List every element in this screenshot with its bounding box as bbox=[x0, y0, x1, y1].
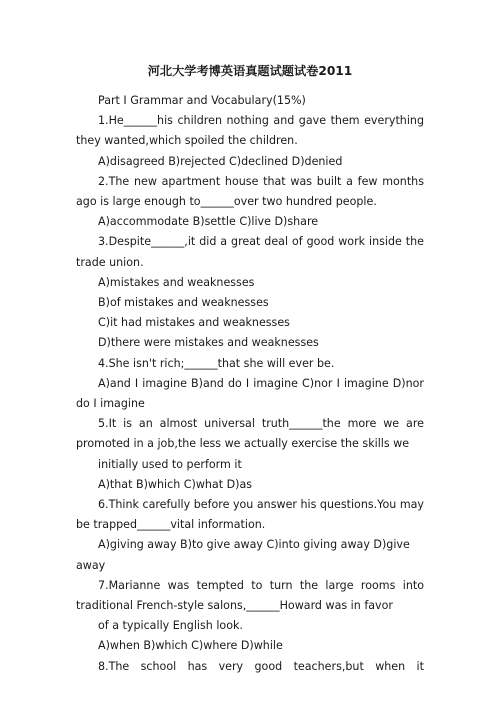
question-3-option-d: D)there were mistakes and weaknesses bbox=[98, 336, 319, 350]
question-3-option-b: B)of mistakes and weaknesses bbox=[98, 296, 269, 310]
question-7: 7.Marianne was tempted to turn the large rooms into traditional French-style salons,______Howard was in favor bbox=[76, 578, 424, 613]
section-heading: Part I Grammar and Vocabulary(15%) bbox=[98, 94, 306, 107]
question-4-options: A)and I imagine B)and do I imagine C)nor I imagine D)nor do I imagine bbox=[76, 376, 424, 411]
question-7-options: A)when B)which C)where D)while bbox=[98, 639, 283, 653]
document-title: 河北大学考博英语真题试题试卷2011 bbox=[147, 64, 353, 78]
question-3-option-c: C)it had mistakes and weaknesses bbox=[98, 316, 290, 330]
question-3-option-a: A)mistakes and weaknesses bbox=[98, 275, 255, 289]
question-6-options: A)giving away B)to give away C)into giving away D)give away bbox=[76, 538, 410, 572]
question-5: 5.It is an almost universal truth______the more we are promoted in a job,the less we actually exercise the skills we bbox=[76, 417, 424, 451]
question-1-options: A)disagreed B)rejected C)declined D)denied bbox=[98, 154, 343, 168]
question-1: 1.He______his children nothing and gave them everything they wanted,which spoiled the children. bbox=[76, 114, 424, 148]
question-2: 2.The new apartment house that was built a few months ago is large enough to______over two hundred people. bbox=[76, 174, 424, 209]
question-5-options: A)that B)which C)what D)as bbox=[98, 477, 253, 491]
question-3: 3.Despite______,it did a great deal of good work inside the trade union. bbox=[76, 235, 424, 269]
question-6: 6.Think carefully before you answer his questions.You may be trapped______vital information. bbox=[76, 498, 424, 532]
question-5-continuation: initially used to perform it bbox=[98, 457, 242, 471]
question-2-options: A)accommodate B)settle C)live D)share bbox=[98, 215, 319, 229]
question-8: 8.The school has very good teachers,but when it bbox=[98, 659, 424, 673]
question-4: 4.She isn't rich;______that she will ever be. bbox=[98, 356, 335, 370]
question-7-continuation: of a typically English look. bbox=[98, 619, 243, 633]
